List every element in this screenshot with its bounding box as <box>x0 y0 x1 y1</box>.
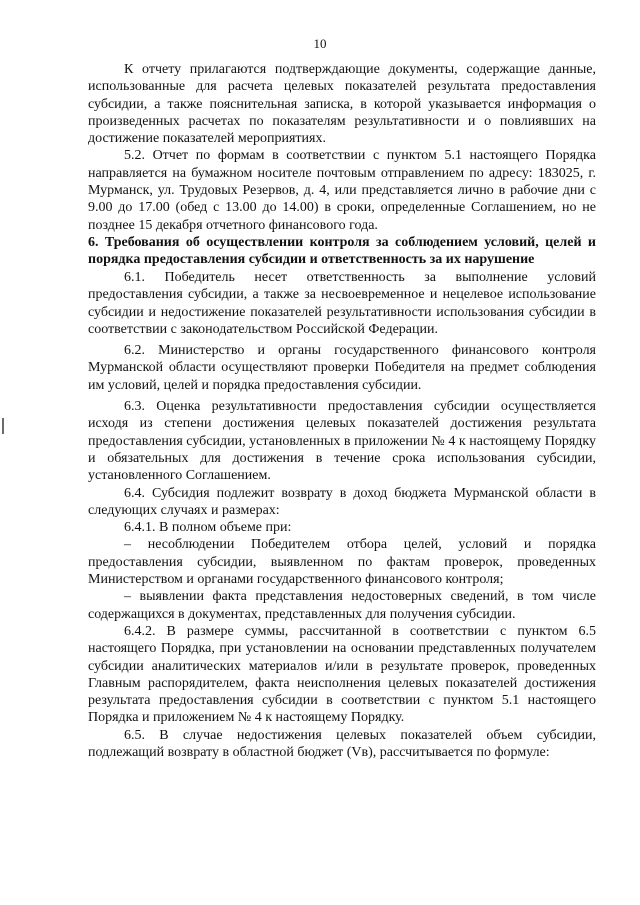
paragraph-6-4: 6.4. Субсидия подлежит возврату в доход бюджета Мурманской области в следующих случаях и размерах: <box>88 485 596 518</box>
paragraph-report-attachments: К отчету прилагаются подтверждающие документы, содержащие данные, использованные для расчета целевых показателей результата предоставления субсидии, а также пояснительная записка, в которой указывается информация о произведенных расчетах по показателям результативности и о повлиявших на достижение показателей мероприятиях. <box>88 62 596 147</box>
paragraph-6-5: 6.5. В случае недостижения целевых показателей объем субсидии, подлежащий возврату в областной бюджет (Vв), рассчитывается по формуле: <box>88 727 596 760</box>
paragraph-5-2: 5.2. Отчет по формам в соответствии с пунктом 5.1 настоящего Порядка направляется на бумажном носителе почтовым отправлением по адресу: 183025, г. Мурманск, ул. Трудовых Резервов, д. 4, или представляется лично в рабочие дни с 9.00 до 17.00 (обед с 13.00 до 14.00) в сроки, определенные Соглашением, но не позднее 15 декабря отчетного финансового года. <box>88 148 596 233</box>
paragraph-6-2: 6.2. Министерство и органы государственного финансового контроля Мурманской области осуществляют проверки Победителя на предмет соблюдения им условий, целей и порядка предоставления субсидии. <box>88 343 596 393</box>
list-item-false-information: – выявлении факта представления недостоверных сведений, в том числе содержащихся в документах, представленных для получения субсидии. <box>88 589 596 622</box>
document-body <box>88 61 596 761</box>
paragraph-6-1: 6.1. Победитель несет ответственность за выполнение условий предоставления субсидии, а также за несвоевременное и нецелевое использование субсидии и недостижение показателей результативности использования субсидии в соответствии с законодательством Российской Федерации. <box>88 269 596 337</box>
page-number: 10 <box>313 36 327 51</box>
list-item-noncompliance: – несоблюдении Победителем отбора целей, условий и порядка предоставления субсидии, выявленном по фактам проверок, проведенных Министерством и органами государственного финансового контроля; <box>88 537 596 588</box>
scan-margin-mark <box>2 418 4 434</box>
paragraph-6-4-2: 6.4.2. В размере суммы, рассчитанной в соответствии с пунктом 6.5 настоящего Порядка, при установлении на основании представленных получателем субсидии аналитических материалов и/или в результате проверок, проведенных Главным распорядителем, факта неисполнения целевых показателей достижения результата предоставления субсидии в соответствии с пунктом 5.1 настоящего Порядка и приложением № 4 к настоящему Порядку. <box>88 623 596 726</box>
paragraph-6-3: 6.3. Оценка результативности предоставления субсидии осуществляется исходя из степени достижения целевых показателей достижения результата предоставления субсидии, установленных в приложении № 4 к настоящему Порядку и обязательных для достижения в течение срока использования субсидии, установленного Соглашением. <box>88 399 596 484</box>
paragraph-6-4-1: 6.4.1. В полном объеме при: <box>124 520 292 536</box>
section-heading: 6. Требования об осуществлении контроля за соблюдением условий, целей и порядка предоставления субсидии и ответственность за их нарушение <box>88 234 596 268</box>
